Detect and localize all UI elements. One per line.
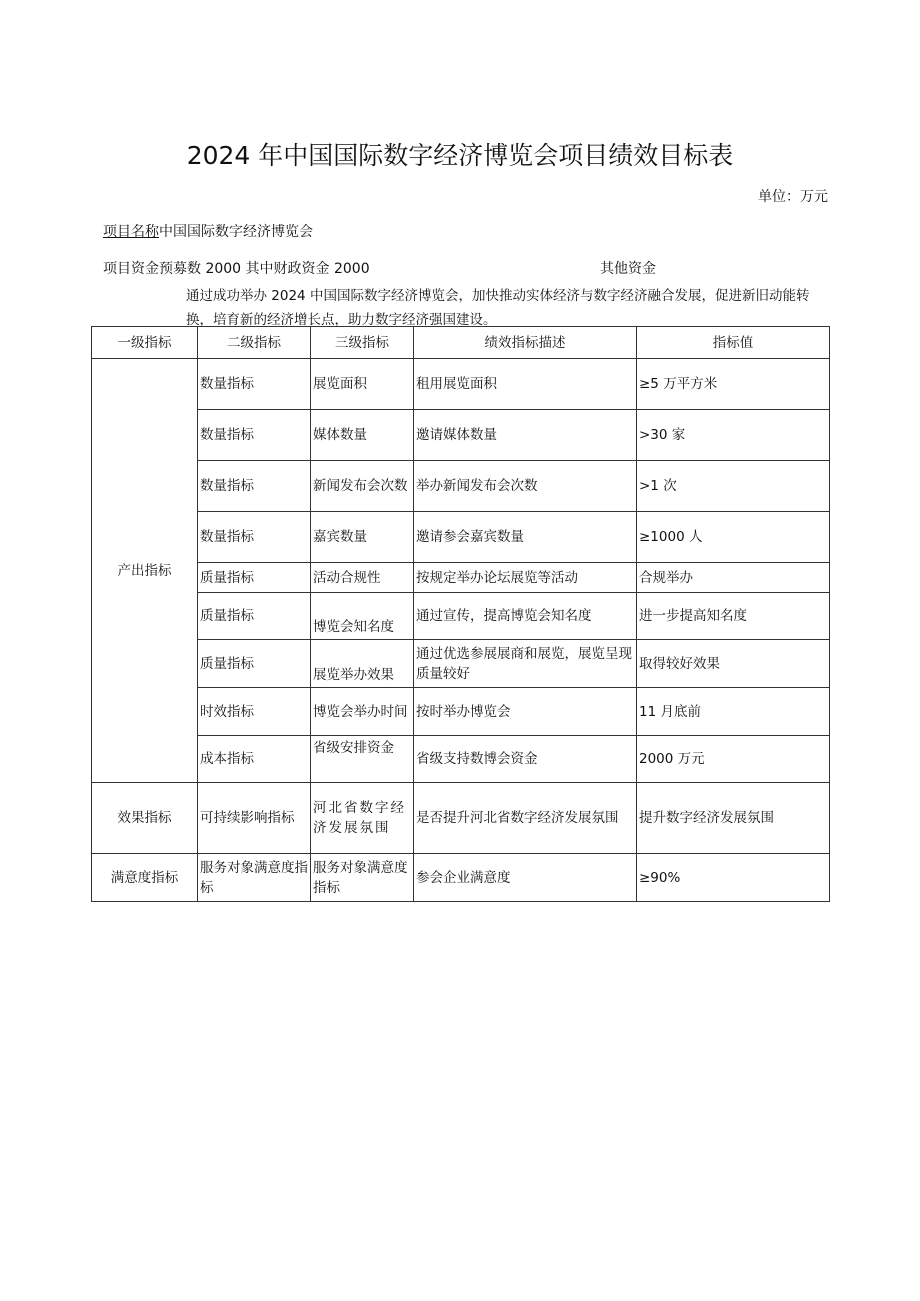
- level3-cell: 展览举办效果: [311, 640, 414, 688]
- value-cell: ≥90%: [637, 854, 830, 902]
- level2-cell: 数量指标: [198, 359, 311, 410]
- level2-cell: 时效指标: [198, 688, 311, 736]
- level3-cell: 嘉宾数量: [311, 512, 414, 563]
- level2-cell: 质量指标: [198, 640, 311, 688]
- unit-label: 单位：万元: [758, 189, 828, 205]
- project-name-value: 中国国际数字经济博览会: [159, 224, 313, 240]
- header-level3: 三级指标: [311, 327, 414, 359]
- level3-cell: 省级安排资金: [311, 736, 414, 783]
- level2-cell: 数量指标: [198, 512, 311, 563]
- value-cell: 进一步提高知名度: [637, 593, 830, 640]
- description-cell: 是否提升河北省数字经济发展氛围: [414, 783, 637, 854]
- project-funds: 项目资金预募数 2000 其中财政资金 2000: [103, 261, 370, 277]
- level3-cell: 活动合规性: [311, 563, 414, 593]
- table-row: [92, 736, 830, 783]
- table-row: [92, 688, 830, 736]
- value-cell: >30 家: [637, 410, 830, 461]
- level2-cell: 数量指标: [198, 461, 311, 512]
- performance-table: [91, 326, 830, 902]
- table-row: [92, 410, 830, 461]
- header-description: 绩效指标描述: [414, 327, 637, 359]
- level2-cell: 数量指标: [198, 410, 311, 461]
- description-cell: 通过宣传，提高博览会知名度: [414, 593, 637, 640]
- value-cell: 11 月底前: [637, 688, 830, 736]
- value-cell: ≥1000 人: [637, 512, 830, 563]
- value-cell: 取得较好效果: [637, 640, 830, 688]
- level3-cell: 展览面积: [311, 359, 414, 410]
- description-cell: 邀请参会嘉宾数量: [414, 512, 637, 563]
- header-level1: 一级指标: [92, 327, 198, 359]
- level1-cell: 效果指标: [92, 783, 198, 854]
- table-row: [92, 783, 830, 854]
- description-cell: 按时举办博览会: [414, 688, 637, 736]
- header-level2: 二级指标: [198, 327, 311, 359]
- description-cell: 参会企业满意度: [414, 854, 637, 902]
- level3-cell: 服务对象满意度指标: [311, 854, 414, 902]
- level3-cell: 媒体数量: [311, 410, 414, 461]
- value-cell: ≥5 万平方米: [637, 359, 830, 410]
- description-cell: 邀请媒体数量: [414, 410, 637, 461]
- description-cell: 省级支持数博会资金: [414, 736, 637, 783]
- table-row: [92, 854, 830, 902]
- level3-cell: 博览会举办时间: [311, 688, 414, 736]
- header-value: 指标值: [637, 327, 830, 359]
- table-row: [92, 359, 830, 410]
- description-cell: 按规定举办论坛展览等活动: [414, 563, 637, 593]
- level3-cell: 博览会知名度: [311, 593, 414, 640]
- description-cell: 通过优选参展展商和展览，展览呈现质量较好: [414, 640, 637, 688]
- level2-cell: 质量指标: [198, 593, 311, 640]
- value-cell: 提升数字经济发展氛围: [637, 783, 830, 854]
- project-name-label: 项目名称: [103, 224, 159, 240]
- level3-cell: 河北省数字经济发展氛围: [311, 783, 414, 854]
- table-row: [92, 563, 830, 593]
- value-cell: >1 次: [637, 461, 830, 512]
- level3-cell: 新闻发布会次数: [311, 461, 414, 512]
- project-goal: 通过成功举办 2024 中国国际数字经济博览会，加快推动实体经济与数字经济融合发展，促进新旧动能转换，培育新的经济增长点，助力数字经济强国建设。: [186, 288, 810, 328]
- project-name-line: [103, 221, 313, 241]
- table-header-row: [92, 327, 830, 359]
- page-title: 2024 年中国国际数字经济博览会项目绩效目标表: [186, 141, 734, 170]
- table-row: [92, 512, 830, 563]
- level2-cell: 质量指标: [198, 563, 311, 593]
- value-cell: 2000 万元: [637, 736, 830, 783]
- value-cell: 合规举办: [637, 563, 830, 593]
- other-funds-label: 其他资金: [600, 261, 656, 277]
- level2-cell: 可持续影响指标: [198, 783, 311, 854]
- table-row: [92, 461, 830, 512]
- level1-cell: 满意度指标: [92, 854, 198, 902]
- description-cell: 举办新闻发布会次数: [414, 461, 637, 512]
- table-row: [92, 593, 830, 640]
- description-cell: 租用展览面积: [414, 359, 637, 410]
- level1-cell: 产出指标: [92, 359, 198, 783]
- level2-cell: 服务对象满意度指标: [198, 854, 311, 902]
- level2-cell: 成本指标: [198, 736, 311, 783]
- table-row: [92, 640, 830, 688]
